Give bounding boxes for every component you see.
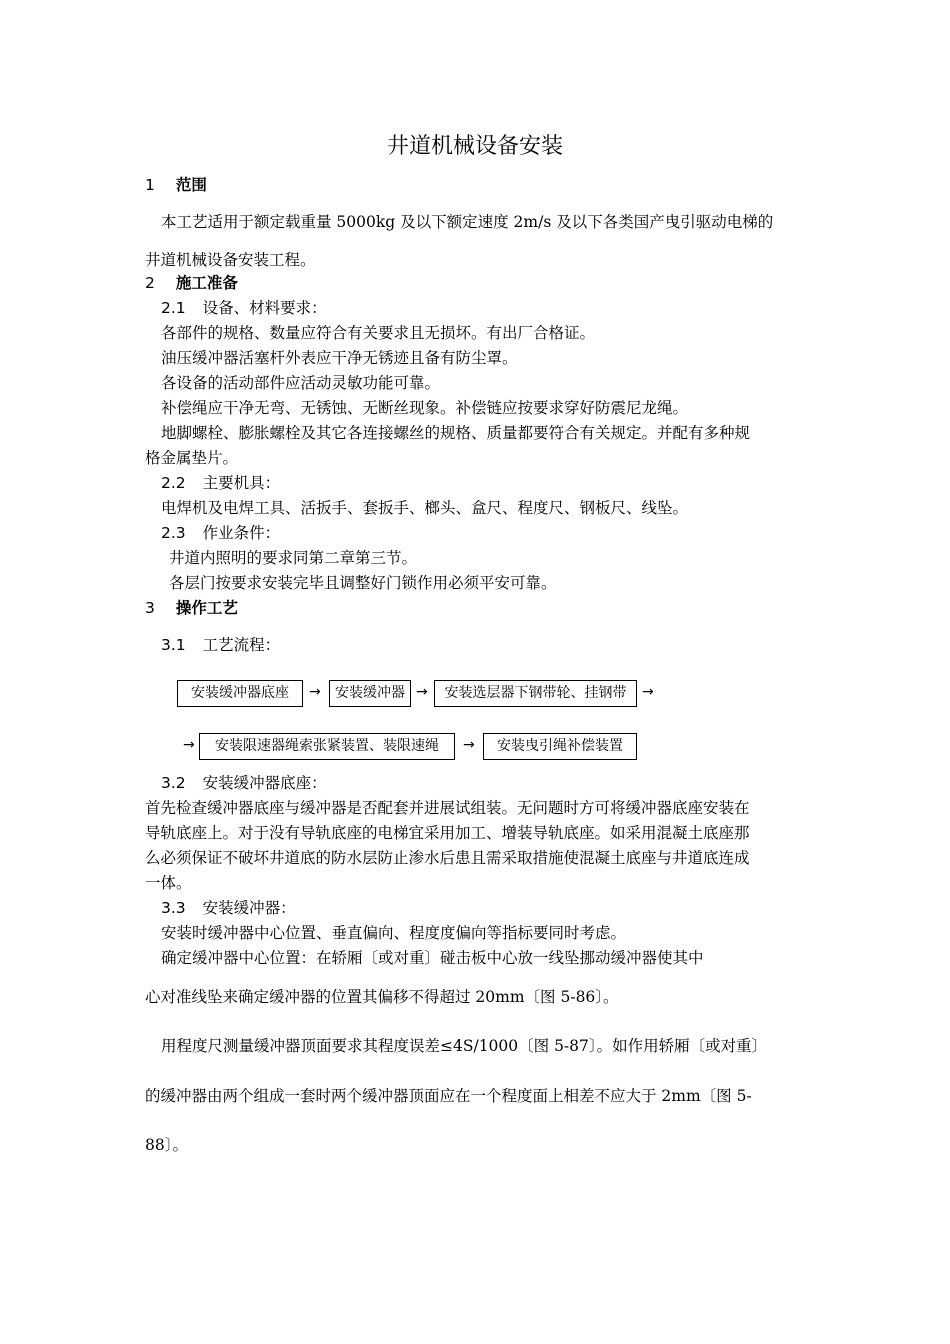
flow-step: 安装限速器绳索张紧装置、装限速绳 xyxy=(199,733,455,760)
paragraph-line: 电焊机及电焊工具、活扳手、套扳手、榔头、盒尺、程度尺、钢板尺、线坠。 xyxy=(161,499,689,517)
paragraph-line: 确定缓冲器中心位置：在轿厢〔或对重〕碰击板中心放一线坠挪动缓冲器使其中 xyxy=(161,949,704,967)
section-heading: 操作工艺 xyxy=(175,599,238,617)
flow-step: 安装曳引绳补偿装置 xyxy=(483,733,637,760)
paragraph-line: 井道机械设备安装工程。 xyxy=(145,251,316,269)
section-heading: 范围 xyxy=(175,176,207,194)
section-number: 3 xyxy=(145,599,155,617)
section-heading: 施工准备 xyxy=(175,274,238,292)
paragraph-line: 的缓冲器由两个组成一套时两个缓冲器顶面应在一个程度面上相差不应大于 2mm〔图 5- xyxy=(145,1087,752,1105)
paragraph-line: 各部件的规格、数量应符合有关要求且无损坏。有出厂合格证。 xyxy=(161,324,596,342)
paragraph-line: 各层门按要求安装完毕且调整好门锁作用必须平安可靠。 xyxy=(169,574,557,592)
subsection-heading: 安装缓冲器： xyxy=(202,899,296,917)
arrow-right-icon: → xyxy=(183,737,195,753)
paragraph-line: 88〕。 xyxy=(145,1136,188,1154)
paragraph-line: 么必须保证不破坏井道底的防水层防止渗水后患且需采取措施使混凝土底座与井道底连成 xyxy=(145,849,750,867)
paragraph-line: 导轨底座上。对于没有导轨底座的电梯宜采用加工、增装导轨底座。如采用混凝土底座那 xyxy=(145,824,750,842)
subsection-number: 2.3 xyxy=(161,524,186,542)
paragraph-line: 地脚螺栓、膨胀螺栓及其它各连接螺丝的规格、质量都要符合有关规定。并配有多种规 xyxy=(161,424,751,442)
paragraph-line: 油压缓冲器活塞杆外表应干净无锈迹且备有防尘罩。 xyxy=(161,349,518,367)
paragraph-line: 补偿绳应干净无弯、无锈蚀、无断丝现象。补偿链应按要求穿好防震尼龙绳。 xyxy=(161,399,689,417)
subsection-heading: 安装缓冲器底座： xyxy=(202,774,327,792)
subsection-number: 3.1 xyxy=(161,636,186,654)
subsection-heading: 主要机具： xyxy=(202,474,281,492)
paragraph-line: 安装时缓冲器中心位置、垂直偏向、程度度偏向等指标要同时考虑。 xyxy=(161,924,627,942)
subsection-number: 3.3 xyxy=(161,899,186,917)
section-number: 2 xyxy=(145,274,155,292)
arrow-right-icon: → xyxy=(416,684,428,700)
subsection-number: 2.1 xyxy=(161,299,186,317)
paragraph-line: 各设备的活动部件应活动灵敏功能可靠。 xyxy=(161,374,441,392)
flow-step: 安装缓冲器底座 xyxy=(177,680,303,707)
page-title: 井道机械设备安装 xyxy=(386,134,563,159)
subsection-heading: 设备、材料要求： xyxy=(202,299,327,317)
flow-step: 安装缓冲器 xyxy=(329,680,411,707)
arrow-right-icon: → xyxy=(309,684,321,700)
subsection-number: 2.2 xyxy=(161,474,186,492)
paragraph-line: 井道内照明的要求同第二章第三节。 xyxy=(169,549,418,567)
subsection-heading: 作业条件： xyxy=(202,524,281,542)
paragraph-line: 首先检查缓冲器底座与缓冲器是否配套并进展试组装。无问题时方可将缓冲器底座安装在 xyxy=(145,799,750,817)
paragraph-line: 一体。 xyxy=(145,874,192,892)
paragraph-line: 用程度尺测量缓冲器顶面要求其程度误差≤4S/1000〔图 5-87〕。如作用轿厢〔或对重〕 xyxy=(161,1037,768,1055)
flow-step: 安装选层器下钢带轮、挂钢带 xyxy=(434,680,637,707)
paragraph-line: 格金属垫片。 xyxy=(145,449,239,467)
paragraph-line: 本工艺适用于额定载重量 5000kg 及以下额定速度 2m/s 及以下各类国产曳引驱动电梯的 xyxy=(161,213,774,231)
subsection-heading: 工艺流程： xyxy=(202,636,281,654)
paragraph-line: 心对准线坠来确定缓冲器的位置其偏移不得超过 20mm〔图 5-86〕。 xyxy=(145,988,619,1006)
subsection-number: 3.2 xyxy=(161,774,186,792)
arrow-right-icon: → xyxy=(463,737,475,753)
arrow-right-icon: → xyxy=(642,684,654,700)
section-number: 1 xyxy=(145,176,155,194)
